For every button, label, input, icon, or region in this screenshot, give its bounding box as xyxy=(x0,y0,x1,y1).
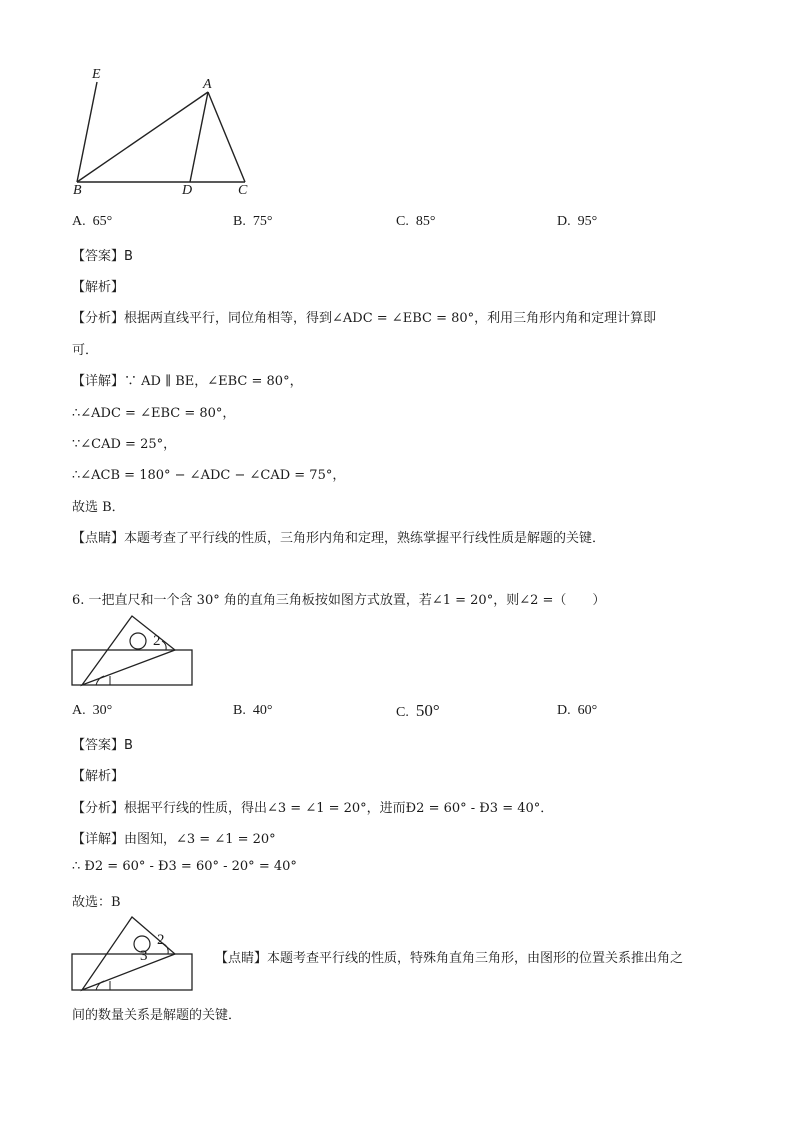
q5-option-b: B. 75° xyxy=(233,214,273,229)
q5-option-d: D. 95° xyxy=(557,214,598,229)
ruler-triangle-figure xyxy=(70,612,196,688)
q5-detail-line4: ∴∠ACB = 180° − ∠ADC − ∠CAD = 75°， xyxy=(72,468,346,483)
q6-option-d: D. 60° xyxy=(557,703,598,718)
q5-answer: 【答案】B xyxy=(72,249,133,264)
line-ac xyxy=(208,92,245,182)
q6-fenxi: 【分析】根据平行线的性质，得出∠3 = ∠1 = 20°，进而Ð2 = 60° - Ð3 = 40°． xyxy=(72,801,554,816)
line-ad xyxy=(190,92,208,182)
q5-fenxi-line1: 【分析】根据两直线平行，同位角相等，得到∠ADC = ∠EBC = 80°，利用三角形内角和定理计算即 xyxy=(72,311,657,326)
q6-dianjing-line1: 【点睛】本题考查平行线的性质，特殊角直角三角形，由图形的位置关系推出角之 xyxy=(215,951,684,966)
fig2-label-2: 2 xyxy=(153,633,161,649)
q5-option-c: C. 85° xyxy=(396,214,436,229)
label-b: B xyxy=(73,183,82,198)
ruler-triangle-figure-2 xyxy=(70,913,196,993)
q6-option-b: B. 40° xyxy=(233,703,273,718)
fig3-label-2: 2 xyxy=(157,932,165,948)
q6-analysis-heading: 【解析】 xyxy=(72,769,125,784)
triangle-figure-1 xyxy=(60,62,260,202)
q5-analysis-heading: 【解析】 xyxy=(72,280,125,295)
q6-option-c: C. 50° xyxy=(396,701,440,720)
q6-detail-line1: 【详解】由图知，∠3 = ∠1 = 20° xyxy=(72,832,276,847)
line-ba xyxy=(77,92,208,182)
q5-choose: 故选 B． xyxy=(72,500,125,515)
ruler-rect-2 xyxy=(72,954,192,990)
circle-hole xyxy=(130,633,146,649)
q6-option-a: A. 30° xyxy=(72,703,113,718)
label-a: A xyxy=(203,77,212,92)
label-d: D xyxy=(182,183,193,198)
q5-fenxi-line2: 可． xyxy=(72,343,99,358)
q5-detail-line1: 【详解】∵ AD ∥ BE，∠EBC = 80°， xyxy=(72,374,303,389)
label-e: E xyxy=(92,67,101,82)
q6-choose: 故选：B xyxy=(72,895,121,910)
q5-detail-line2: ∴∠ADC = ∠EBC = 80°， xyxy=(72,406,236,421)
q5-detail-line3: ∵∠CAD = 25°， xyxy=(72,437,177,452)
q6-detail-line2: ∴ Ð2 = 60° - Ð3 = 60° - 20° = 40° xyxy=(72,859,297,874)
q6-dianjing-line2: 间的数量关系是解题的关键． xyxy=(72,1008,242,1023)
fig3-label-3: 3 xyxy=(140,948,148,964)
ruler-rect xyxy=(72,650,192,685)
label-c: C xyxy=(238,183,248,198)
q5-dianjing: 【点睛】本题考查了平行线的性质，三角形内角和定理，熟练掌握平行线性质是解题的关键． xyxy=(72,531,606,546)
q6-answer: 【答案】B xyxy=(72,738,133,753)
q5-option-a: A. 65° xyxy=(72,214,113,229)
line-be xyxy=(77,82,97,182)
q6-question: 6. 一把直尺和一个含 30° 角的直角三角板按如图方式放置，若∠1 = 20°，则∠2 =（ ） xyxy=(72,593,606,608)
